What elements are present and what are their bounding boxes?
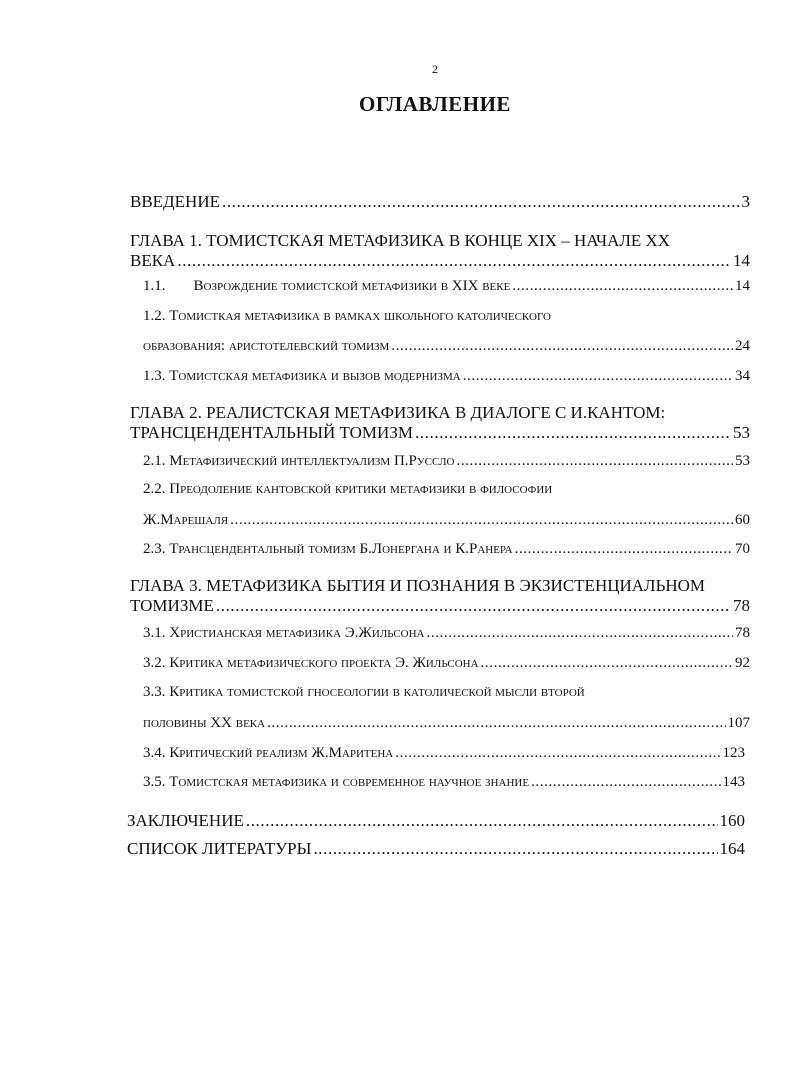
leader-dots (222, 193, 740, 210)
toc-entry-page: 60 (735, 512, 750, 528)
toc-entry-1-1[interactable] (143, 279, 750, 294)
toc-entry-page: 3 (741, 192, 750, 211)
toc-chapter-2-title[interactable]: ГЛАВА 2. РЕАЛИСТСКАЯ МЕТАФИЗИКА В ДИАЛОГЕ С И.КАНТОМ: (130, 403, 666, 422)
toc-entry-2-3[interactable] (143, 542, 750, 557)
toc-entry-text: СПИСОК ЛИТЕРАТУРЫ (127, 839, 312, 858)
toc-entry-text: 2.1. Метафизический интеллектуализм П.Руссло (143, 453, 455, 469)
toc-entry-2-2[interactable] (143, 513, 750, 528)
leader-dots (456, 454, 733, 469)
leader-dots (515, 542, 733, 557)
toc-entry-conclusion[interactable] (127, 812, 745, 829)
toc-entry-chapter-1[interactable] (130, 252, 750, 269)
toc-entry-page: 53 (733, 423, 750, 442)
toc-entry-page: 14 (733, 251, 750, 270)
toc-entry-3-5[interactable] (143, 775, 745, 790)
toc-entry-text: 3.4. Критический реализм Ж.Маритена (143, 745, 394, 761)
toc-entry-text: ВВЕДЕНИЕ (130, 192, 220, 211)
toc-entry-text: 3.5. Томистская метафизика и современное научное знание (143, 774, 530, 790)
leader-dots (267, 716, 725, 731)
page-number: 2 (432, 62, 438, 76)
toc-entry-page: 123 (722, 745, 745, 761)
toc-entry-text: 2.3. Трансцендентальный томизм Б.Лонергана и К.Ранера (143, 541, 513, 557)
toc-entry-2-2-title[interactable]: 2.2. Преодоление кантовской критики метафизики в философии (143, 481, 553, 497)
toc-entry-page: 24 (735, 338, 750, 354)
toc-entry-page: 164 (719, 839, 745, 858)
toc-entry-page: 160 (719, 811, 745, 830)
leader-dots (427, 626, 734, 641)
toc-entry-page: 53 (735, 453, 750, 469)
page-title: ОГЛАВЛЕНИЕ (359, 92, 511, 116)
leader-dots (531, 775, 720, 790)
toc-entry-text: ТОМИЗМЕ (130, 596, 214, 615)
leader-dots (463, 369, 733, 384)
toc-entry-page: 92 (735, 655, 750, 671)
toc-entry-1-2[interactable] (143, 339, 750, 354)
toc-entry-2-1[interactable] (143, 454, 750, 469)
toc-entry-text: Ж.Марешаля (143, 512, 229, 528)
toc-entry-number: 1.1. (143, 278, 166, 294)
toc-entry-page: 34 (735, 368, 750, 384)
toc-entry-text: половины XX века (143, 715, 266, 731)
leader-dots (415, 424, 731, 441)
leader-dots (391, 339, 733, 354)
toc-chapter-1-title[interactable]: ГЛАВА 1. ТОМИСТСКАЯ МЕТАФИЗИКА В КОНЦЕ XIX – НАЧАЛЕ XX (130, 231, 671, 250)
toc-entry-text: ТРАНСЦЕНДЕНТАЛЬНЫЙ ТОМИЗМ (130, 423, 413, 442)
toc-entry-chapter-3[interactable] (130, 597, 750, 614)
toc-entry-text: 1.3. Томистская метафизика и вызов модернизма (143, 368, 461, 384)
toc-entry-page: 78 (735, 625, 750, 641)
toc-entry-page: 14 (735, 278, 750, 294)
toc-entry-page: 78 (733, 596, 750, 615)
toc-entry-text: ВЕКА (130, 251, 176, 270)
toc-entry-page: 143 (722, 774, 745, 790)
toc-entry-1-3[interactable] (143, 369, 750, 384)
toc-entry-references[interactable] (127, 840, 745, 857)
toc-entry-3-2[interactable] (143, 656, 750, 671)
toc-entry-text: 3.2. Критика метафизического проекта Э. Жильсона (143, 655, 479, 671)
leader-dots (313, 840, 717, 857)
leader-dots (512, 279, 733, 294)
toc-entry-text: образования: аристотелевский томизм (143, 338, 390, 354)
toc-entry-1-2-title[interactable]: 1.2. Томисткая метафизика в рамках школьного католического (143, 308, 551, 324)
leader-dots (246, 812, 718, 829)
toc-entry-text: ЗАКЛЮЧЕНИЕ (127, 811, 244, 830)
leader-dots (395, 746, 720, 761)
toc-entry-page: 70 (735, 541, 750, 557)
toc-entry-3-1[interactable] (143, 626, 750, 641)
leader-dots (230, 513, 733, 528)
toc-entry-text: Возрождение томистской метафизики в XIX веке (193, 278, 511, 294)
toc-entry-chapter-2[interactable] (130, 424, 750, 441)
toc-entry-text: 3.1. Христианская метафизика Э.Жильсона (143, 625, 425, 641)
toc-entry-page: 107 (727, 715, 750, 731)
leader-dots (216, 597, 731, 614)
leader-dots (177, 252, 731, 269)
toc-chapter-3-title[interactable]: ГЛАВА 3. МЕТАФИЗИКА БЫТИЯ И ПОЗНАНИЯ В ЭКЗИСТЕНЦИАЛЬНОМ (130, 576, 706, 595)
toc-entry-3-4[interactable] (143, 746, 745, 761)
leader-dots (481, 656, 733, 671)
toc-entry-3-3-title[interactable]: 3.3. Критика томистской гносеологии в католической мысли второй (143, 684, 585, 700)
toc-entry-intro[interactable] (130, 193, 750, 210)
toc-entry-3-3[interactable] (143, 716, 750, 731)
